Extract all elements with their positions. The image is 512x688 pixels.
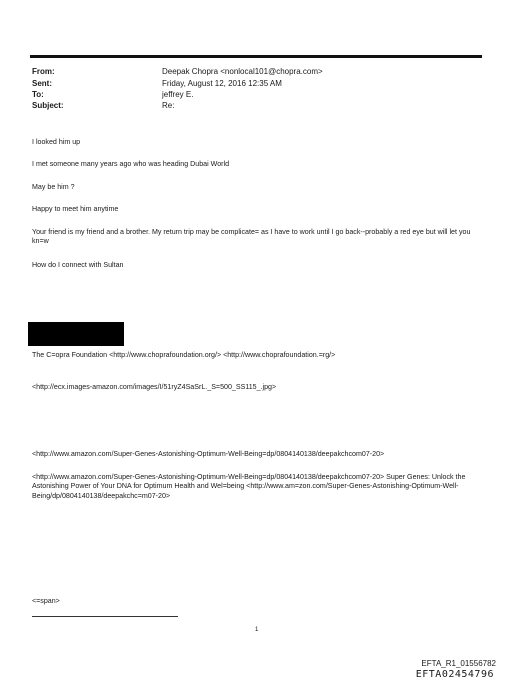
amazon-link-1: <http://www.amazon.com/Super-Genes-Astonishing-Optimum-Well-Being=dp/0804140138/deepakchcom07-20> [32, 450, 385, 458]
redaction-block [28, 322, 124, 346]
from-label: From: [32, 67, 55, 76]
span-text: <=span> [32, 597, 60, 605]
page-number: 1 [255, 627, 259, 633]
header-rule [30, 55, 482, 58]
bates-number-1: EFTA_R1_01556782 [421, 659, 496, 668]
body-paragraph-2: I met someone many years ago who was heading Dubai World [32, 160, 230, 168]
subject-label: Subject: [32, 101, 64, 110]
subject-value: Re: [162, 101, 175, 110]
foundation-links: The C=opra Foundation <http://www.choprafoundation.org/> <http://www.choprafoundation.=rg/> [32, 351, 336, 359]
to-label: To: [32, 90, 44, 99]
body-paragraph-3: May be him ? [32, 183, 75, 191]
amazon-link-block: <http://www.amazon.com/Super-Genes-Astonishing-Optimum-Well-Being=dp/0804140138/deepakchcom07-20> Super Genes: Unlock the Astonishing Power of Your DNA for Optimum Health and Wel=being <http://www.am=zon.com/Super-Genes-Astonishing-Optimum-Well-Being/dp/0804140138/deepakchc=m07-20> [32, 473, 466, 500]
body-paragraph-1: I looked him up [32, 138, 81, 146]
signature-line [32, 616, 178, 617]
sent-label: Sent: [32, 79, 52, 88]
to-value: jeffrey E. [162, 90, 194, 99]
body-paragraph-4: Happy to meet him anytime [32, 205, 119, 213]
body-paragraph-5: Your friend is my friend and a brother. My return trip may be complicate= as I have to work until I go back--probably a red eye but will let you kn=w [32, 228, 471, 246]
bates-number-2: EFTA02454796 [415, 669, 494, 680]
from-value: Deepak Chopra <nonlocal101@chopra.com> [162, 67, 323, 76]
image-link: <http://ecx.images-amazon.com/images/I/51ryZ4SaSrL._S=500_SS115_.jpg> [32, 383, 277, 391]
body-paragraph-6: How do I connect with Sultan [32, 261, 124, 269]
sent-value: Friday, August 12, 2016 12:35 AM [162, 79, 282, 88]
